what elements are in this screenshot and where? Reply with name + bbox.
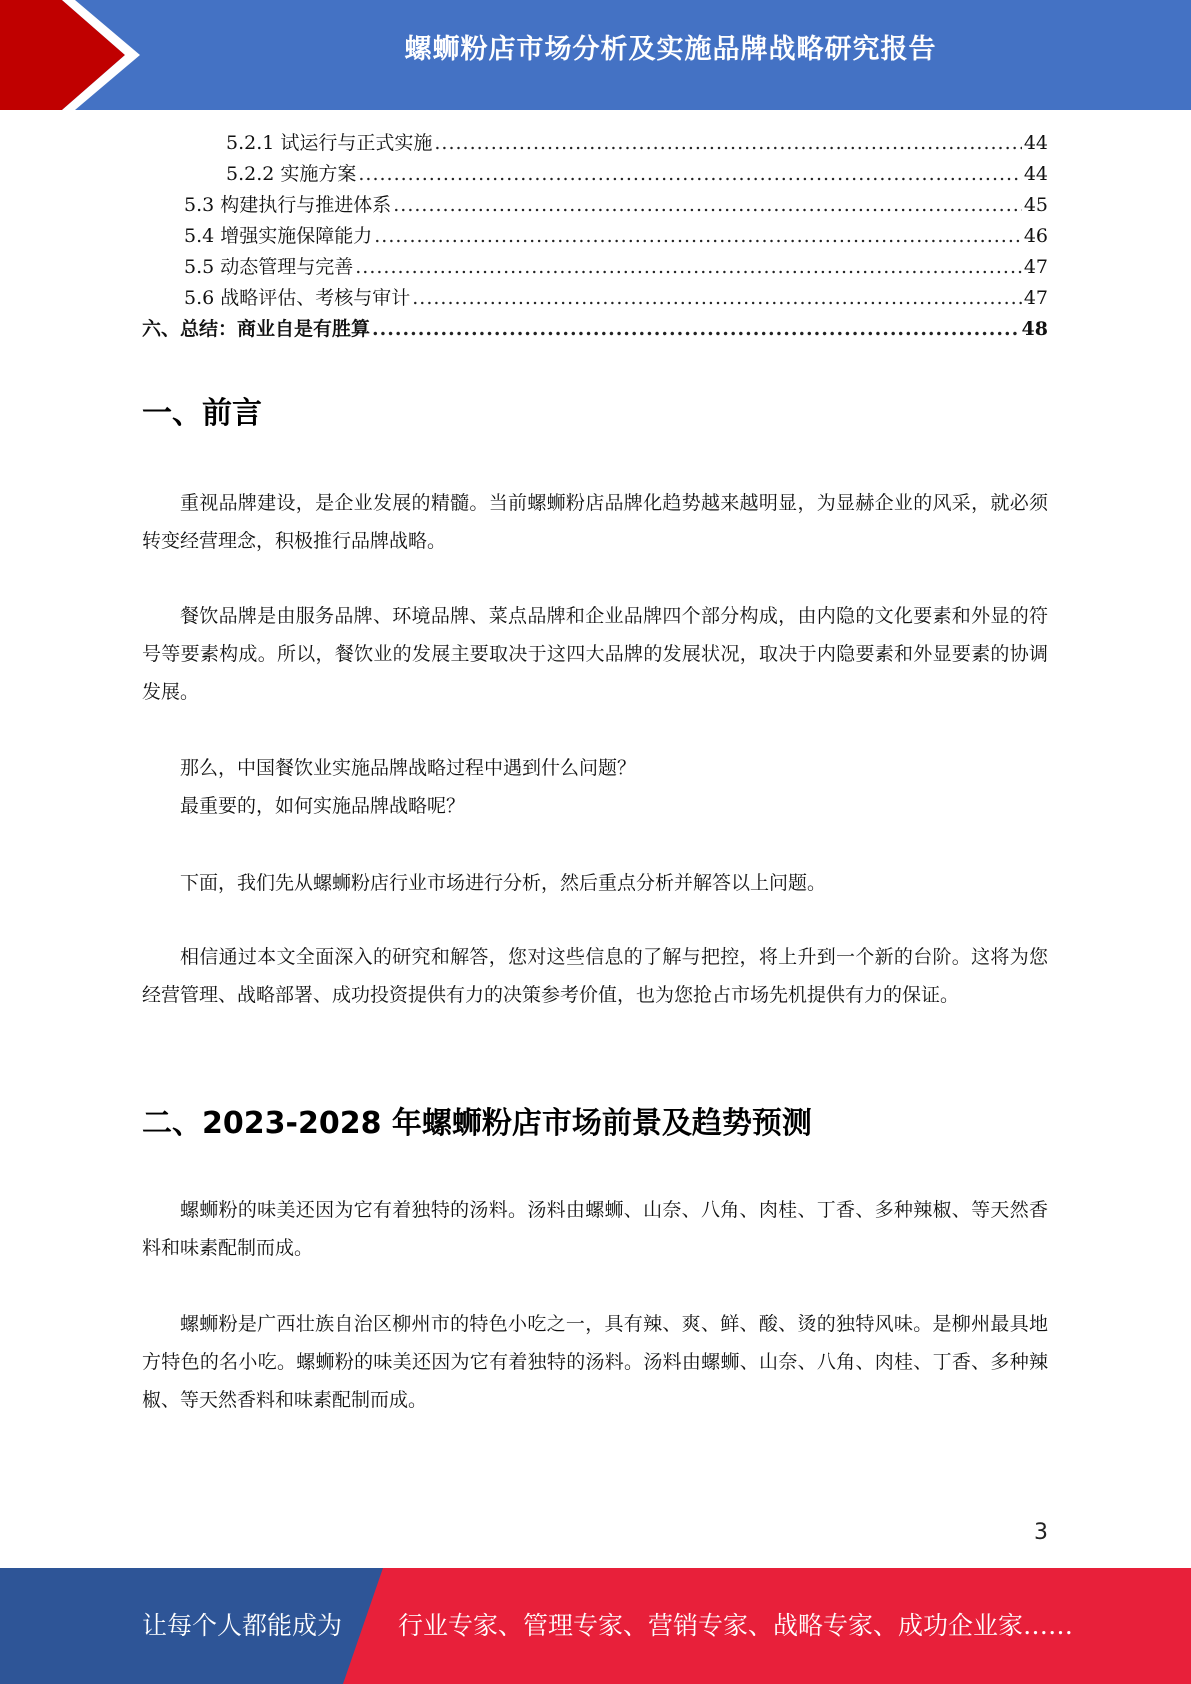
body-paragraph: 那么，中国餐饮业实施品牌战略过程中遇到什么问题？ <box>180 757 637 779</box>
toc-entry[interactable] <box>142 159 1048 190</box>
section-heading: 二、2023-2028 年螺蛳粉店市场前景及趋势预测 <box>142 1106 812 1141</box>
toc-entry-label: 六、总结：商业自是有胜算 <box>142 318 371 340</box>
body-paragraph: 重视品牌建设，是企业发展的精髓。当前螺蛳粉店品牌化趋势越来越明显，为显赫企业的风采，就必须转变经营理念，积极推行品牌战略。 <box>142 492 1048 552</box>
red-chevron-icon <box>0 0 160 110</box>
body-paragraph: 最重要的，如何实施品牌战略呢？ <box>180 795 466 817</box>
toc-entry-label: 5.5 动态管理与完善 <box>184 256 354 278</box>
toc-leader-dots <box>434 128 1021 159</box>
toc-entry[interactable] <box>142 190 1048 221</box>
toc-entry-label: 5.2.1 试运行与正式实施 <box>226 132 433 154</box>
toc-entry-page: 44 <box>1023 132 1048 154</box>
page-footer <box>0 1568 1191 1684</box>
toc-entry[interactable] <box>142 283 1048 314</box>
footer-slogan-right: 行业专家、管理专家、营销专家、战略专家、成功企业家…… <box>398 1611 1074 1640</box>
toc-entry-label: 5.4 增强实施保障能力 <box>184 225 373 247</box>
toc-leader-dots <box>358 159 1021 190</box>
body-paragraph: 餐饮品牌是由服务品牌、环境品牌、菜点品牌和企业品牌四个部分构成，由内隐的文化要素和外显的符号等要素构成。所以，餐饮业的发展主要取决于这四大品牌的发展状况，取决于内隐要素和外显要素的协调发展。 <box>142 605 1048 703</box>
header-title: 螺蛳粉店市场分析及实施品牌战略研究报告 <box>404 34 937 65</box>
toc-leader-dots <box>393 190 1022 221</box>
toc-entry-page: 44 <box>1023 163 1048 185</box>
footer-slogan-left: 让每个人都能成为 <box>142 1611 343 1640</box>
toc-entry-label: 5.6 战略评估、考核与审计 <box>184 287 411 309</box>
table-of-contents <box>142 128 1048 345</box>
toc-entry-label: 5.2.2 实施方案 <box>226 163 357 185</box>
toc-leader-dots <box>355 252 1022 283</box>
toc-leader-dots <box>372 314 1020 345</box>
body-paragraph: 螺蛳粉是广西壮族自治区柳州市的特色小吃之一，具有辣、爽、鲜、酸、烫的独特风味。是柳州最具地方特色的名小吃。螺蛳粉的味美还因为它有着独特的汤料。汤料由螺蛳、山奈、八角、肉桂、丁香、多种辣椒、等天然香料和味素配制而成。 <box>142 1313 1048 1411</box>
toc-entry-page: 47 <box>1023 287 1048 309</box>
page-header <box>0 0 1191 110</box>
body-paragraph: 下面，我们先从螺蛳粉店行业市场进行分析，然后重点分析并解答以上问题。 <box>180 872 827 894</box>
toc-entry[interactable] <box>142 314 1048 345</box>
toc-entry-label: 5.3 构建执行与推进体系 <box>184 194 392 216</box>
toc-leader-dots <box>412 283 1022 314</box>
body-paragraph: 螺蛳粉的味美还因为它有着独特的汤料。汤料由螺蛳、山奈、八角、肉桂、丁香、多种辣椒、等天然香料和味素配制而成。 <box>142 1199 1048 1259</box>
body-paragraph: 相信通过本文全面深入的研究和解答，您对这些信息的了解与把控，将上升到一个新的台阶。这将为您经营管理、战略部署、成功投资提供有力的决策参考价值，也为您抢占市场先机提供有力的保证。 <box>142 946 1048 1006</box>
toc-entry-page: 46 <box>1023 225 1048 247</box>
toc-entry[interactable] <box>142 128 1048 159</box>
toc-entry-page: 47 <box>1023 256 1048 278</box>
toc-entry[interactable] <box>142 252 1048 283</box>
section-heading: 一、前言 <box>142 396 262 431</box>
toc-entry[interactable] <box>142 221 1048 252</box>
toc-entry-page: 45 <box>1023 194 1048 216</box>
toc-leader-dots <box>374 221 1022 252</box>
toc-entry-page: 48 <box>1021 318 1048 340</box>
page-number: 3 <box>1034 1520 1048 1545</box>
